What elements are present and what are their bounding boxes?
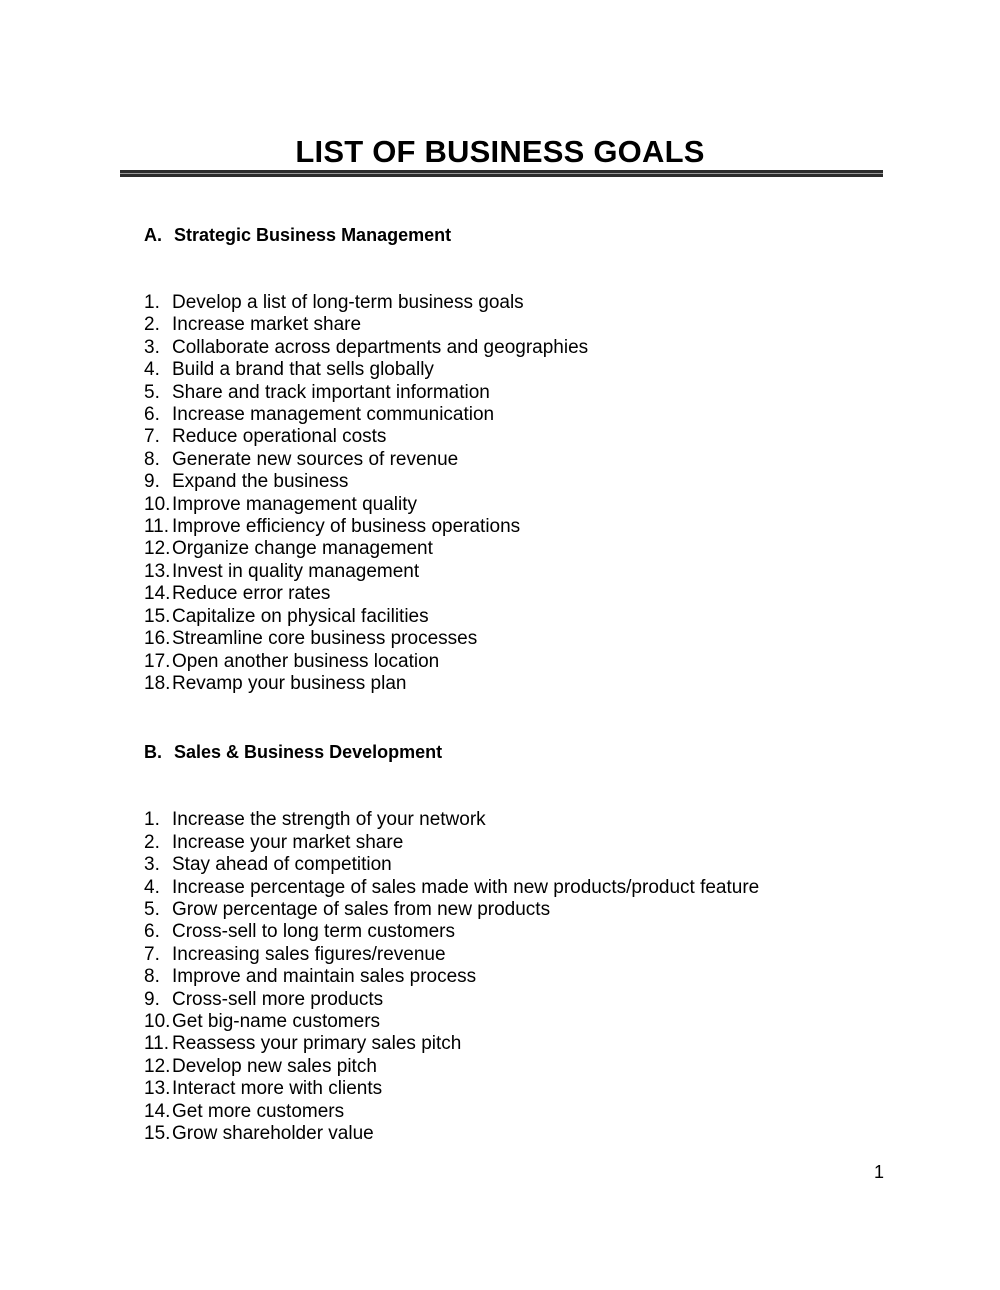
list-item-text: Increase the strength of your network xyxy=(172,809,486,831)
list-item xyxy=(144,561,904,583)
list-item-text: Stay ahead of competition xyxy=(172,854,392,876)
list-item xyxy=(144,628,904,650)
page-number: 1 xyxy=(873,1162,884,1182)
list-item-number: 8. xyxy=(144,966,160,988)
list-item-number: 15. xyxy=(144,1123,171,1144)
list-item-text: Get more customers xyxy=(172,1100,345,1122)
list-item-text: Expand the business xyxy=(172,471,349,493)
list-item-number: 4. xyxy=(144,876,160,898)
list-item-text: Build a brand that sells globally xyxy=(172,359,434,381)
list-item xyxy=(144,337,904,359)
list-item-text: Reduce operational costs xyxy=(172,426,387,448)
page-title: LIST OF BUSINESS GOALS xyxy=(295,133,705,169)
section-heading-text: Strategic Business Management xyxy=(174,225,452,245)
list-item xyxy=(144,899,904,921)
list-item xyxy=(144,1101,904,1123)
list-item-number: 5. xyxy=(144,381,160,403)
list-item-number: 4. xyxy=(144,359,160,381)
list-item-number: 13. xyxy=(144,1078,171,1100)
list-item-text: Develop a list of long-term business goals xyxy=(172,292,524,313)
list-item xyxy=(144,314,904,336)
list-item xyxy=(144,1056,904,1078)
list-item-text: Collaborate across departments and geographies xyxy=(172,336,589,358)
list-item xyxy=(144,966,904,988)
list-item xyxy=(144,1123,904,1145)
list-item-text: Reassess your primary sales pitch xyxy=(172,1033,462,1055)
sections-container xyxy=(144,222,904,1145)
list-item-number: 5. xyxy=(144,898,160,920)
list-item-number: 11. xyxy=(144,1033,170,1055)
list-item-text: Improve management quality xyxy=(172,493,418,515)
list-item-text: Invest in quality management xyxy=(172,560,420,582)
list-item-number: 12. xyxy=(144,538,171,560)
section-letter: A. xyxy=(144,225,162,245)
list-item-text: Streamline core business processes xyxy=(172,628,478,650)
list-item-text: Develop new sales pitch xyxy=(172,1055,377,1077)
goal-list xyxy=(144,292,904,695)
list-item-number: 2. xyxy=(144,831,160,853)
list-item xyxy=(144,854,904,876)
list-item-text: Increase percentage of sales made with new products/product feature xyxy=(172,876,760,898)
section-heading xyxy=(144,739,904,765)
list-item-number: 2. xyxy=(144,314,160,336)
list-item-number: 16. xyxy=(144,628,171,650)
list-item-number: 17. xyxy=(144,650,171,672)
list-item-text: Increase market share xyxy=(172,314,362,336)
list-item-text: Improve efficiency of business operations xyxy=(172,516,521,538)
list-item-text: Grow shareholder value xyxy=(172,1123,374,1144)
list-item-number: 6. xyxy=(144,921,160,943)
list-item xyxy=(144,651,904,673)
list-item xyxy=(144,494,904,516)
title-divider-rule xyxy=(120,170,883,177)
list-item xyxy=(144,471,904,493)
list-item-number: 13. xyxy=(144,560,171,582)
list-item-number: 12. xyxy=(144,1055,171,1077)
list-item-text: Share and track important information xyxy=(172,381,490,403)
list-item-number: 7. xyxy=(144,943,160,965)
list-item-text: Organize change management xyxy=(172,538,433,560)
list-item xyxy=(144,359,904,381)
list-item-number: 9. xyxy=(144,988,160,1010)
list-item-text: Open another business location xyxy=(172,650,440,672)
list-item xyxy=(144,877,904,899)
list-item-number: 10. xyxy=(144,1010,171,1032)
list-item xyxy=(144,673,904,695)
section-heading xyxy=(144,222,904,248)
list-item xyxy=(144,809,904,831)
list-item xyxy=(144,292,904,314)
list-item-text: Reduce error rates xyxy=(172,583,331,605)
list-item-number: 3. xyxy=(144,854,160,876)
list-item xyxy=(144,832,904,854)
list-item-number: 1. xyxy=(144,292,160,313)
list-item-number: 10. xyxy=(144,493,171,515)
list-item-number: 9. xyxy=(144,471,160,493)
list-item-text: Revamp your business plan xyxy=(172,672,407,694)
list-item xyxy=(144,583,904,605)
list-item-text: Capitalize on physical facilities xyxy=(172,605,429,627)
list-item-number: 3. xyxy=(144,336,160,358)
list-item-number: 14. xyxy=(144,1100,171,1122)
document-body xyxy=(144,222,904,1145)
list-item-text: Increasing sales figures/revenue xyxy=(172,943,446,965)
list-item-number: 1. xyxy=(144,809,160,831)
list-item xyxy=(144,989,904,1011)
list-item-text: Improve and maintain sales process xyxy=(172,966,477,988)
list-item xyxy=(144,1033,904,1055)
goal-section xyxy=(144,222,904,695)
list-item-number: 15. xyxy=(144,605,171,627)
list-item-number: 6. xyxy=(144,404,160,426)
list-item-text: Cross-sell to long term customers xyxy=(172,921,455,943)
list-item xyxy=(144,449,904,471)
list-item xyxy=(144,606,904,628)
goal-section xyxy=(144,739,904,1145)
list-item xyxy=(144,1011,904,1033)
list-item xyxy=(144,921,904,943)
list-item-text: Grow percentage of sales from new products xyxy=(172,898,551,920)
list-item-text: Increase management communication xyxy=(172,404,495,426)
list-item-text: Get big-name customers xyxy=(172,1010,381,1032)
list-item xyxy=(144,538,904,560)
list-item xyxy=(144,1078,904,1100)
list-item-number: 8. xyxy=(144,448,160,470)
list-item xyxy=(144,426,904,448)
list-item-text: Cross-sell more products xyxy=(172,988,384,1010)
list-item-number: 14. xyxy=(144,583,171,605)
list-item xyxy=(144,382,904,404)
rule-band-bottom xyxy=(120,174,883,177)
list-item-text: Interact more with clients xyxy=(172,1078,383,1100)
list-item-text: Increase your market share xyxy=(172,831,404,853)
list-item xyxy=(144,516,904,538)
section-letter: B. xyxy=(144,742,162,763)
list-item-number: 18. xyxy=(144,672,171,694)
list-item-number: 7. xyxy=(144,426,160,448)
list-item xyxy=(144,404,904,426)
section-heading-text: Sales & Business Development xyxy=(174,742,443,763)
list-item-number: 11. xyxy=(144,516,170,538)
list-item xyxy=(144,944,904,966)
list-item-text: Generate new sources of revenue xyxy=(172,448,459,470)
goal-list xyxy=(144,809,904,1145)
